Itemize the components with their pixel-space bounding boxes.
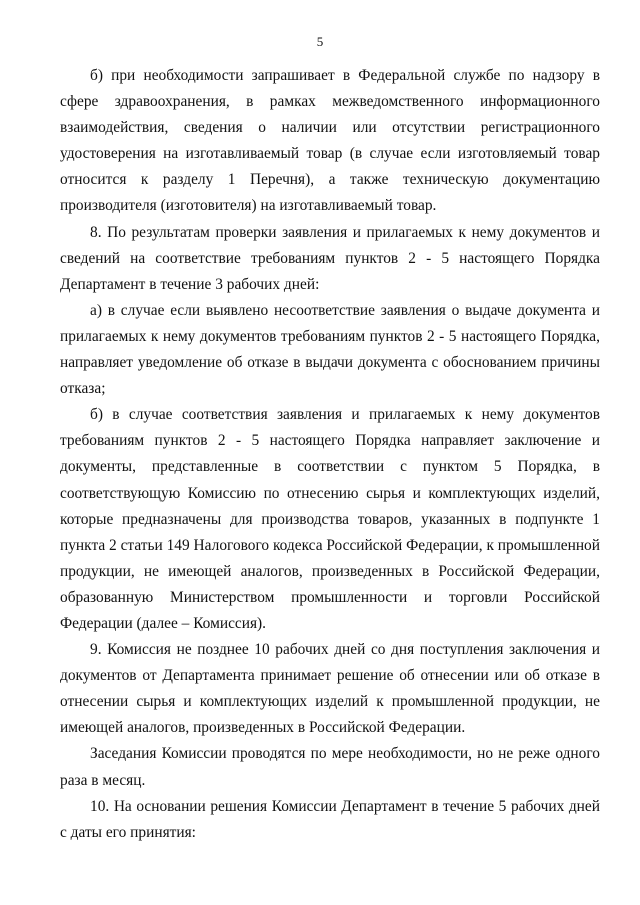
page-number: 5: [316, 34, 324, 49]
paragraph-10-department-action: 10. На основании решения Комиссии Департамент в течение 5 рабочих дней с даты его принятия:: [60, 797, 600, 841]
document-body: [60, 63, 600, 846]
paragraph-9-commission-decision: 9. Комиссия не позднее 10 рабочих дней со дня поступления заключения и документов от Департамента принимает решение об отнесении или об отказе в отнесении сырья и комплектующих изделий к промышленной продукции, не имеющей аналогов, произведенных в Российской Федерации.: [60, 641, 600, 737]
paragraph-8b-conclusion: б) в случае соответствия заявления и прилагаемых к нему документов требованиям пунктов 2 - 5 настоящего Порядка направляет заключение и документы, представленные в соответствии с пунктом 5 Порядка, в соответствующую Комиссию по отнесению сырья и комплектующих изделий, которые предназначены для производства товаров, указанных в подпункте 1 пункта 2 статьи 149 Налогового кодекса Российской Федерации, к промышленной продукции, не имеющей аналогов, произведенных в Российской Федерации, образованную Министерством промышленности и торговли Российской Федерации (далее – Комиссия).: [60, 406, 600, 632]
paragraph-6b-request: б) при необходимости запрашивает в Федеральной службе по надзору в сфере здравоохранения, в рамках межведомственного информационного взаимодействия, сведения о наличии или отсутствии регистрационного удостоверения на изготавливаемый товар (в случае если изготовляемый товар относится к разделу 1 Перечня), а также техническую документацию производителя (изготовителя) на изготавливаемый товар.: [60, 67, 600, 215]
paragraph-8-results: 8. По результатам проверки заявления и прилагаемых к нему документов и сведений на соответствие требованиям пунктов 2 - 5 настоящего Порядка Департамент в течение 3 рабочих дней:: [60, 223, 600, 293]
paragraph-commission-meetings: Заседания Комиссии проводятся по мере необходимости, но не реже одного раза в месяц.: [60, 745, 600, 789]
paragraph-8a-refusal: а) в случае если выявлено несоответствие заявления о выдаче документа и прилагаемых к нему документов требованиям пунктов 2 - 5 настоящего Порядка, направляет уведомление об отказе в выдачи документа с обоснованием причины отказа;: [60, 301, 600, 398]
